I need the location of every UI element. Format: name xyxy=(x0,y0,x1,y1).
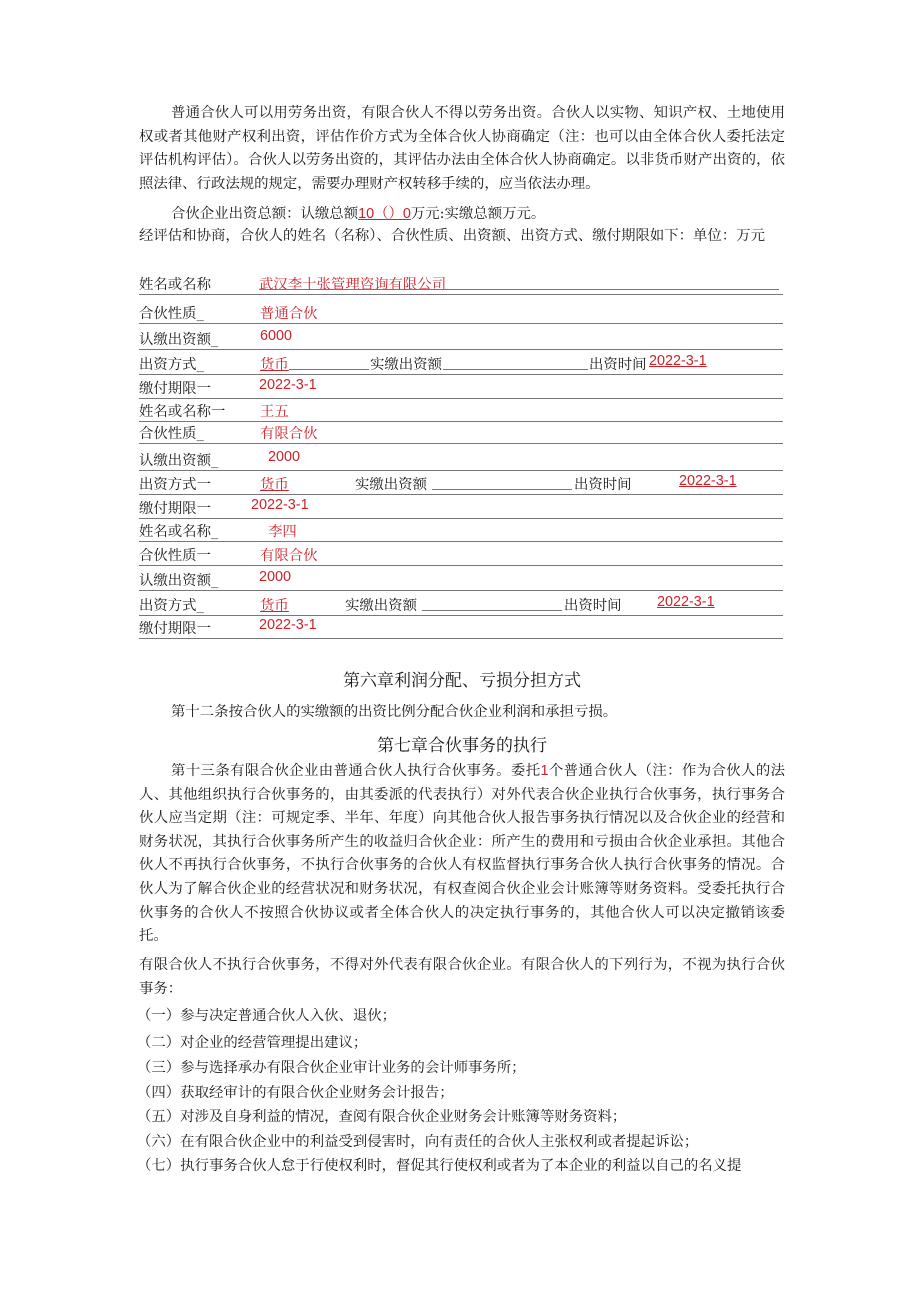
partner-type: 有限合伙 xyxy=(260,548,318,564)
total-capital-suffix: 万元:实缴总额万元。 xyxy=(410,206,546,222)
partner-subscribed: 2000 xyxy=(259,569,292,585)
subscribed-label: 认缴出资额_ xyxy=(139,453,219,469)
deadline-label: 缴付期限一 xyxy=(139,381,211,397)
partner-name: 李四 xyxy=(268,524,297,540)
partner-type-row xyxy=(139,299,783,324)
total-capital-amount: 10（）0 xyxy=(358,206,411,222)
paid-label: 实缴出资额 xyxy=(355,477,427,493)
chapter-7-title: 第七章合伙事务的执行 xyxy=(377,736,547,756)
capital-contribution-paragraph: 普通合伙人可以用劳务出资，有限合伙人不得以劳务出资。合伙人以实物、知识产权、土地使用权或者其他财产权利出资，评估作价方式为全体合伙人协商确定（注：也可以由全体合伙人委托法定评估机构评估）。合伙人以劳务出资的，其评估办法由全体合伙人协商确定。以非货币财产出资的，依照法律、行政法规的规定，需要办理财产权转移手续的，应当依法办理。 xyxy=(139,105,785,192)
partner-method: 货币 xyxy=(260,598,289,614)
partner-name-row xyxy=(139,517,783,542)
assessment-paragraph: 经评估和协商，合伙人的姓名（名称）、合伙性质、出资额、出资方式、缴付期限如下：单位：万元 xyxy=(139,228,765,244)
partner-name-row xyxy=(139,270,783,295)
partner-method: 货币 xyxy=(260,357,289,373)
partner-date: 2022-3-1 xyxy=(649,353,707,369)
name-label: 姓名或名称_ xyxy=(139,524,219,540)
partner-method: 货币 xyxy=(260,477,289,493)
total-capital-line xyxy=(171,202,545,223)
subscribed-label: 认缴出资额_ xyxy=(139,573,219,589)
partner-deadline-row xyxy=(139,494,783,519)
partner-subscribed-row xyxy=(139,566,783,591)
method-label: 出资方式_ xyxy=(139,598,204,614)
method-label: 出资方式一 xyxy=(139,477,211,493)
list-item: （一）参与决定普通合伙人入伙、退伙； xyxy=(137,1008,397,1024)
name-label: 姓名或名称一 xyxy=(139,404,226,420)
partner-type-row xyxy=(139,419,783,444)
list-item: （六）在有限合伙企业中的利益受到侵害时，向有责任的合伙人主张权利或者提起诉讼； xyxy=(137,1134,699,1150)
name-label: 姓名或名称 xyxy=(139,277,211,293)
partner-type: 普通合伙 xyxy=(260,306,318,322)
partner-type: 有限合伙 xyxy=(260,426,318,442)
list-item: （四）获取经审计的有限合伙企业财务会计报告； xyxy=(137,1085,454,1101)
list-item: （五）对涉及自身利益的情况，查阅有限合伙企业财务会计账簿等财务资料； xyxy=(137,1109,627,1125)
delegate-count: 1 xyxy=(540,763,549,779)
partner-deadline-row xyxy=(139,614,783,639)
partner-method-row xyxy=(139,470,783,495)
partner-subscribed-row xyxy=(139,325,783,350)
method-label: 出资方式_ xyxy=(139,357,204,373)
partner-date: 2022-3-1 xyxy=(679,473,737,489)
partner-subscribed-row xyxy=(139,446,783,471)
partner-type-row xyxy=(139,541,783,566)
article-13-paragraph xyxy=(139,760,785,949)
article-13-prefix: 第十三条有限合伙企业由普通合伙人执行合伙事务。委托 xyxy=(171,763,541,779)
list-item: （三）参与选择承办有限合伙企业审计业务的会计师事务所； xyxy=(137,1060,526,1076)
paid-label: 实缴出资额 xyxy=(370,357,442,373)
partner-deadline: 2022-3-1 xyxy=(259,617,317,633)
paid-label: 实缴出资额 xyxy=(345,598,417,614)
article-13-body: 个普通合伙人（注：作为合伙人的法人、其他组织执行合伙事务的，由其委派的代表执行）对外代表合伙企业执行合伙事务，执行事务合伙人应当定期（注：可规定季、半年、年度）向其他合伙人报告事务执行情况以及合伙企业的经营和财务状况，其执行合伙事务所产生的收益归合伙企业：所产生的费用和亏损由合伙企业承担。其他合伙人不再执行合伙事务，不执行合伙事务的合伙人有权监督执行事务合伙人执行合伙事务的情况。合伙人为了解合伙企业的经营状况和财务状况，有权查阅合伙企业会计账簿等财务资料。受委托执行合伙事务的合伙人不按照合伙协议或者全体合伙人的决定执行事务的，其他合伙人可以决定撤销该委托。 xyxy=(139,763,785,945)
partner-deadline-row xyxy=(139,374,783,399)
partner-date: 2022-3-1 xyxy=(657,594,715,610)
date-label: 出资时间 xyxy=(574,477,632,493)
limited-partner-paragraph: 有限合伙人不执行合伙事务，不得对外代表有限合伙企业。有限合伙人的下列行为，不视为执行合伙事务： xyxy=(139,957,785,997)
date-label: 出资时间 xyxy=(589,357,647,373)
list-item: （七）执行事务合伙人怠于行使权利时，督促其行使权利或者为了本企业的利益以自己的名义提 xyxy=(137,1158,742,1174)
partner-method-row xyxy=(139,591,783,616)
total-capital-prefix: 合伙企业出资总额：认缴总额 xyxy=(171,206,359,222)
partner-method-row xyxy=(139,350,783,375)
deadline-label: 缴付期限一 xyxy=(139,501,211,517)
partner-name: 武汉李十张管理咨询有限公司 xyxy=(259,277,447,293)
list-item: （二）对企业的经营管理提出建议； xyxy=(137,1035,368,1051)
partner-deadline: 2022-3-1 xyxy=(259,377,317,393)
partner-subscribed: 2000 xyxy=(268,449,301,465)
type-label: 合伙性质_ xyxy=(139,426,204,442)
type-label: 合伙性质一 xyxy=(139,548,211,564)
deadline-label: 缴付期限一 xyxy=(139,621,211,637)
partner-deadline: 2022-3-1 xyxy=(251,497,309,513)
type-label: 合伙性质_ xyxy=(139,306,204,322)
article-12: 第十二条按合伙人的实缴额的出资比例分配合伙企业利润和承担亏损。 xyxy=(171,704,618,720)
partner-name: 王五 xyxy=(260,404,289,420)
chapter-6-title: 第六章利润分配、亏损分担方式 xyxy=(343,671,581,691)
subscribed-label: 认缴出资额_ xyxy=(139,332,219,348)
partner-subscribed: 6000 xyxy=(260,328,293,344)
date-label: 出资时间 xyxy=(564,598,622,614)
